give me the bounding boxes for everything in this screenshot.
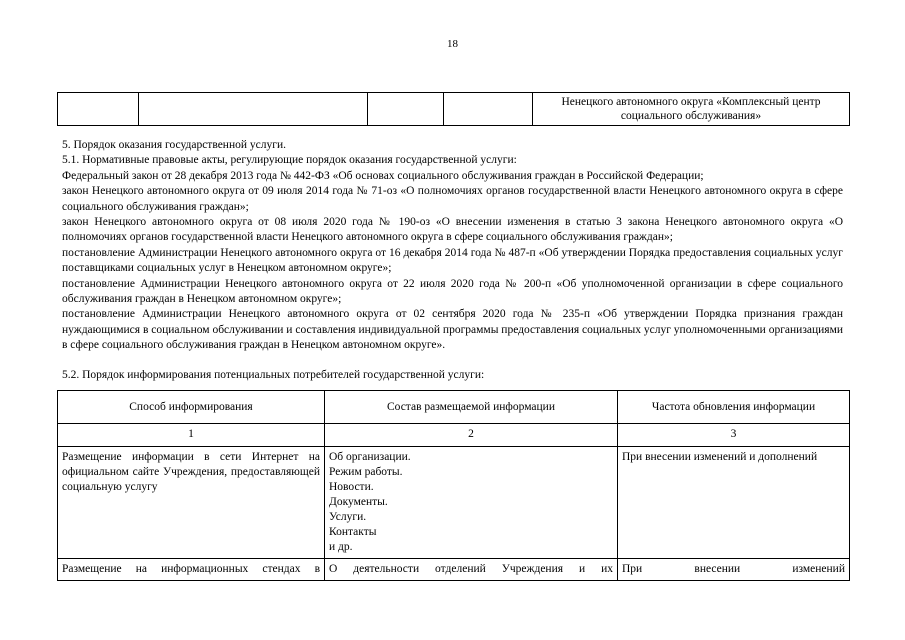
table-row xyxy=(58,447,850,559)
info-heading: 5.2. Порядок информирования потенциальных потребителей государственной услуги: xyxy=(62,368,485,381)
column-header: Способ информирования xyxy=(58,391,325,424)
section-heading: 5. Порядок оказания государственной услуги. xyxy=(62,139,286,151)
content-line: Об организации. xyxy=(329,451,411,463)
legal-act: постановление Администрации Ненецкого автономного округа от 16 декабря 2014 года № 487-п «Об утверждении Порядка предоставления социальных услуг поставщиками социальных услуг в Ненецком автономном округе»; xyxy=(62,246,843,275)
legal-act: Федеральный закон от 28 декабря 2013 года № 442-ФЗ «Об основах социального обслуживания граждан в Российской Федерации; xyxy=(62,169,704,182)
content-line: Новости. xyxy=(329,481,374,493)
document-body xyxy=(62,138,843,383)
frequency-line: При внесении изменений xyxy=(622,563,845,575)
page-number: 18 xyxy=(447,38,458,50)
legal-act: закон Ненецкого автономного округа от 09 июля 2014 года № 71-оз «О полномочиях органов государственной власти Ненецкого автономного округа в сфере социального обслуживания граждан»; xyxy=(62,185,843,213)
content-line: О деятельности отделений Учреждения и их xyxy=(329,563,613,575)
column-number-row xyxy=(58,424,850,447)
table-row xyxy=(58,93,850,126)
cell-line: социального обслуживания» xyxy=(620,110,762,122)
content-cell xyxy=(325,447,618,559)
column-header: Частота обновления информации xyxy=(618,391,850,424)
section-subheading: 5.1. Нормативные правовые акты, регулирующие порядок оказания государственной услуги: xyxy=(62,154,517,167)
information-table xyxy=(57,390,850,581)
frequency-cell: При внесении изменений и дополнений xyxy=(618,447,850,559)
table-cell xyxy=(139,93,368,126)
legal-act: постановление Администрации Ненецкого автономного округа от 02 сентября 2020 года № 235-п «Об утверждении Порядка признания граждан нуждающимися в социальном обслуживании и составления индивидуальной программы предоставления социальных услуг уполномоченными организациями в сфере социального обслуживания граждан в Ненецком автономном округе». xyxy=(62,308,844,352)
method-cell: Размещение информации в сети Интернет на официальном сайте Учреждения, предоставляющей социальную услугу xyxy=(58,447,325,559)
content-line: Документы. xyxy=(329,496,388,508)
table-row xyxy=(58,559,850,581)
legal-act: постановление Администрации Ненецкого автономного округа от 22 июля 2020 года № 200-п «Об уполномоченной организации в сфере социального обслуживания граждан в Ненецком автономном округе»; xyxy=(62,277,843,306)
continuation-table xyxy=(57,92,850,126)
column-number: 3 xyxy=(618,424,850,447)
content-cell xyxy=(325,559,618,581)
table-cell xyxy=(444,93,533,126)
table-header-row xyxy=(58,391,850,424)
column-header: Состав размещаемой информации xyxy=(325,391,618,424)
content-line: Контакты xyxy=(329,526,377,538)
frequency-cell xyxy=(618,559,850,581)
method-cell xyxy=(58,559,325,581)
method-line: Размещение на информационных стендах в xyxy=(62,563,320,575)
content-line: Режим работы. xyxy=(329,466,403,478)
column-number: 2 xyxy=(325,424,618,447)
cell-line: Ненецкого автономного округа «Комплексный центр xyxy=(561,96,821,108)
table-cell xyxy=(58,93,139,126)
table-cell-organization xyxy=(533,93,850,126)
content-line: и др. xyxy=(329,541,353,553)
column-number: 1 xyxy=(58,424,325,447)
table-cell xyxy=(368,93,444,126)
content-line: Услуги. xyxy=(329,511,367,523)
legal-act: закон Ненецкого автономного округа от 08 июля 2020 года № 190-оз «О внесении изменения в статью 3 закона Ненецкого автономного округа «О полномочиях органов государственной власти Ненецкого автономного округа в сфере социального обслуживания граждан»; xyxy=(62,216,843,244)
